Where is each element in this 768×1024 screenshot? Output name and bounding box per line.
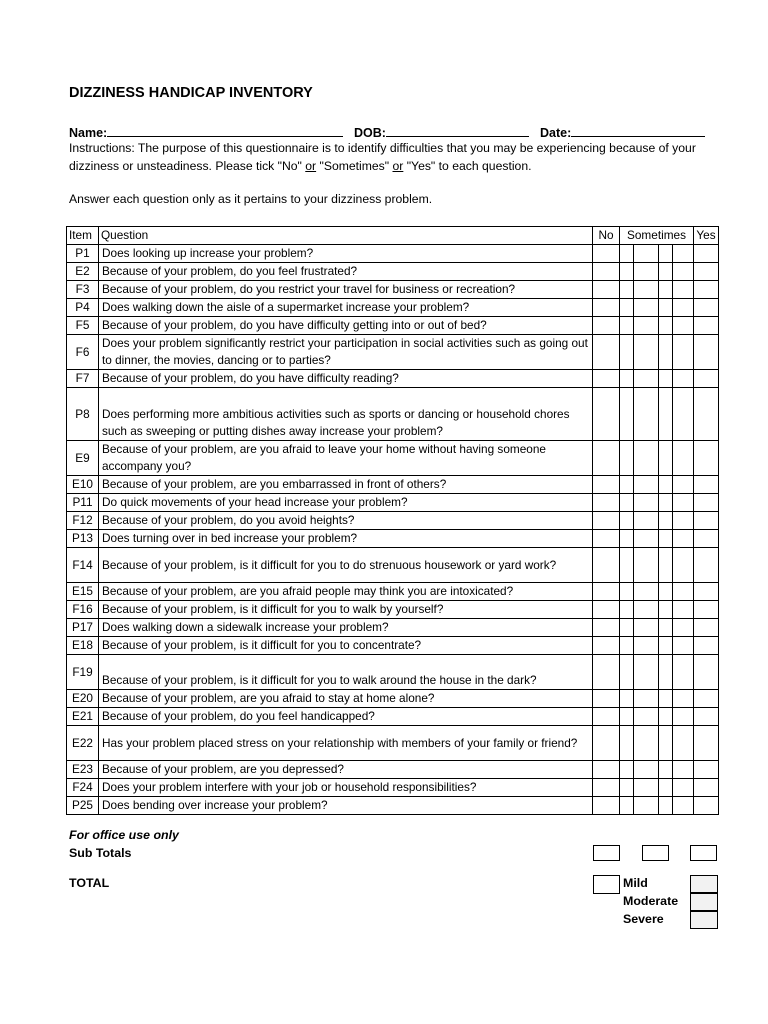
answer-note: Answer each question only as it pertains to your dizziness problem. xyxy=(69,192,433,206)
table-row xyxy=(67,726,719,761)
column-spacer xyxy=(673,494,694,512)
table-row xyxy=(67,317,719,335)
column-spacer xyxy=(673,797,694,815)
no-checkbox[interactable] xyxy=(593,530,620,548)
no-checkbox[interactable] xyxy=(593,583,620,601)
yes-checkbox[interactable] xyxy=(694,245,719,263)
yes-checkbox[interactable] xyxy=(694,797,719,815)
column-spacer xyxy=(673,441,694,476)
item-code: F24 xyxy=(67,779,99,797)
table-row xyxy=(67,245,719,263)
date-field[interactable] xyxy=(540,125,705,140)
question-text: Does performing more ambitious activities such as sports or dancing or household chores such as sweeping or putting dishes away increase your problem? xyxy=(99,388,593,441)
subtotal-sometimes-box[interactable] xyxy=(642,845,669,861)
table-row xyxy=(67,476,719,494)
item-code: F16 xyxy=(67,601,99,619)
dob-field[interactable] xyxy=(354,125,529,140)
column-spacer xyxy=(620,370,634,388)
question-text: Because of your problem, do you restrict your travel for business or recreation? xyxy=(99,281,593,299)
column-spacer xyxy=(673,637,694,655)
question-text: Because of your problem, is it difficult for you to do strenuous housework or yard work? xyxy=(99,548,593,583)
yes-checkbox[interactable] xyxy=(694,619,719,637)
no-checkbox[interactable] xyxy=(593,726,620,761)
column-spacer xyxy=(673,530,694,548)
no-checkbox[interactable] xyxy=(593,476,620,494)
instructions: Instructions: The purpose of this questionnaire is to identify difficulties that you may be experiencing because of your dizziness or unsteadiness. Please tick "No" or "Sometimes" or "Yes" to each question. xyxy=(69,141,696,173)
sometimes-checkbox[interactable] xyxy=(634,245,659,263)
yes-checkbox[interactable] xyxy=(694,388,719,441)
question-text: Does looking up increase your problem? xyxy=(99,245,593,263)
yes-checkbox[interactable] xyxy=(694,601,719,619)
table-row xyxy=(67,619,719,637)
column-spacer xyxy=(620,530,634,548)
subtotal-no-box[interactable] xyxy=(593,845,620,861)
question-text: Because of your problem, do you have difficulty reading? xyxy=(99,370,593,388)
column-spacer xyxy=(659,281,673,299)
sometimes-checkbox[interactable] xyxy=(634,655,659,690)
severity-moderate-label: Moderate xyxy=(623,894,679,908)
sometimes-checkbox[interactable] xyxy=(634,708,659,726)
question-text: Does your problem interfere with your job or household responsibilities? xyxy=(99,779,593,797)
no-checkbox[interactable] xyxy=(593,335,620,370)
no-checkbox[interactable] xyxy=(593,619,620,637)
sometimes-checkbox[interactable] xyxy=(634,494,659,512)
item-code: E18 xyxy=(67,637,99,655)
column-spacer xyxy=(659,299,673,317)
column-spacer xyxy=(659,797,673,815)
column-spacer xyxy=(659,335,673,370)
table-row xyxy=(67,370,719,388)
yes-checkbox[interactable] xyxy=(694,281,719,299)
item-code: F12 xyxy=(67,512,99,530)
question-text: Because of your problem, do you have difficulty getting into or out of bed? xyxy=(99,317,593,335)
question-text: Does walking down the aisle of a supermarket increase your problem? xyxy=(99,299,593,317)
no-checkbox[interactable] xyxy=(593,690,620,708)
table-row xyxy=(67,299,719,317)
severity-severe-box[interactable] xyxy=(690,911,718,929)
yes-checkbox[interactable] xyxy=(694,530,719,548)
table-row xyxy=(67,583,719,601)
column-spacer xyxy=(620,619,634,637)
sometimes-checkbox[interactable] xyxy=(634,512,659,530)
column-spacer xyxy=(620,494,634,512)
no-checkbox[interactable] xyxy=(593,512,620,530)
yes-checkbox[interactable] xyxy=(694,317,719,335)
item-code: F19 xyxy=(67,655,99,690)
item-code: E10 xyxy=(67,476,99,494)
sometimes-checkbox[interactable] xyxy=(634,299,659,317)
sometimes-checkbox[interactable] xyxy=(634,619,659,637)
yes-checkbox[interactable] xyxy=(694,476,719,494)
no-checkbox[interactable] xyxy=(593,299,620,317)
name-field[interactable] xyxy=(69,125,343,140)
question-text: Do quick movements of your head increase your problem? xyxy=(99,494,593,512)
no-checkbox[interactable] xyxy=(593,281,620,299)
column-spacer xyxy=(659,476,673,494)
yes-checkbox[interactable] xyxy=(694,299,719,317)
yes-checkbox[interactable] xyxy=(694,761,719,779)
column-spacer xyxy=(620,335,634,370)
no-checkbox[interactable] xyxy=(593,388,620,441)
no-checkbox[interactable] xyxy=(593,263,620,281)
yes-checkbox[interactable] xyxy=(694,548,719,583)
sometimes-checkbox[interactable] xyxy=(634,281,659,299)
column-spacer xyxy=(620,299,634,317)
questionnaire-table xyxy=(66,226,719,815)
column-spacer xyxy=(620,548,634,583)
column-spacer xyxy=(659,779,673,797)
column-spacer xyxy=(659,512,673,530)
no-checkbox[interactable] xyxy=(593,441,620,476)
item-code: E23 xyxy=(67,761,99,779)
yes-checkbox[interactable] xyxy=(694,637,719,655)
table-row xyxy=(67,388,719,441)
name-label: Name: xyxy=(69,126,108,140)
header-yes: Yes xyxy=(694,227,719,245)
column-spacer xyxy=(620,441,634,476)
sometimes-checkbox[interactable] xyxy=(634,726,659,761)
yes-checkbox[interactable] xyxy=(694,726,719,761)
column-spacer xyxy=(659,761,673,779)
column-spacer xyxy=(620,245,634,263)
no-checkbox[interactable] xyxy=(593,797,620,815)
item-code: F14 xyxy=(67,548,99,583)
column-spacer xyxy=(673,263,694,281)
question-rows xyxy=(67,245,719,815)
column-spacer xyxy=(673,601,694,619)
yes-checkbox[interactable] xyxy=(694,655,719,690)
yes-checkbox[interactable] xyxy=(694,690,719,708)
question-text: Does your problem significantly restrict your participation in social activities such as going out to dinner, the movies, dancing or to parties? xyxy=(99,335,593,370)
no-checkbox[interactable] xyxy=(593,601,620,619)
column-spacer xyxy=(673,619,694,637)
question-text: Does walking down a sidewalk increase your problem? xyxy=(99,619,593,637)
table-row xyxy=(67,655,719,690)
sometimes-checkbox[interactable] xyxy=(634,761,659,779)
item-code: P1 xyxy=(67,245,99,263)
no-checkbox[interactable] xyxy=(593,370,620,388)
dob-label: DOB: xyxy=(354,126,386,140)
item-code: P8 xyxy=(67,388,99,441)
header-sometimes: Sometimes xyxy=(620,227,694,245)
severity-mild-label: Mild xyxy=(623,876,648,890)
office-use-label: For office use only xyxy=(69,828,179,842)
question-text: Because of your problem, do you feel handicapped? xyxy=(99,708,593,726)
column-spacer xyxy=(659,530,673,548)
sometimes-checkbox[interactable] xyxy=(634,263,659,281)
column-spacer xyxy=(659,548,673,583)
no-checkbox[interactable] xyxy=(593,779,620,797)
item-code: F5 xyxy=(67,317,99,335)
table-row xyxy=(67,637,719,655)
item-code: P17 xyxy=(67,619,99,637)
column-spacer xyxy=(673,476,694,494)
no-checkbox[interactable] xyxy=(593,548,620,583)
header-item: Item xyxy=(67,227,99,245)
no-checkbox[interactable] xyxy=(593,761,620,779)
item-code: P4 xyxy=(67,299,99,317)
subtotals-label: Sub Totals xyxy=(69,846,132,860)
sometimes-checkbox[interactable] xyxy=(634,548,659,583)
item-code: P25 xyxy=(67,797,99,815)
column-spacer xyxy=(673,690,694,708)
yes-checkbox[interactable] xyxy=(694,335,719,370)
item-code: F7 xyxy=(67,370,99,388)
sometimes-checkbox[interactable] xyxy=(634,530,659,548)
column-spacer xyxy=(659,655,673,690)
table-row xyxy=(67,797,719,815)
date-label: Date: xyxy=(540,126,572,140)
item-code: F6 xyxy=(67,335,99,370)
table-row xyxy=(67,548,719,583)
sometimes-checkbox[interactable] xyxy=(634,779,659,797)
question-text: Because of your problem, is it difficult for you to concentrate? xyxy=(99,637,593,655)
column-spacer xyxy=(620,512,634,530)
column-spacer xyxy=(659,583,673,601)
column-spacer xyxy=(620,583,634,601)
column-spacer xyxy=(620,708,634,726)
no-checkbox[interactable] xyxy=(593,317,620,335)
column-spacer xyxy=(659,441,673,476)
question-text: Because of your problem, are you afraid to leave your home without having someone accompany you? xyxy=(99,441,593,476)
yes-checkbox[interactable] xyxy=(694,370,719,388)
no-checkbox[interactable] xyxy=(593,245,620,263)
sometimes-checkbox[interactable] xyxy=(634,690,659,708)
column-spacer xyxy=(659,245,673,263)
sometimes-checkbox[interactable] xyxy=(634,335,659,370)
question-text: Does bending over increase your problem? xyxy=(99,797,593,815)
sometimes-checkbox[interactable] xyxy=(634,637,659,655)
column-spacer xyxy=(673,317,694,335)
question-text: Because of your problem, is it difficult for you to walk by yourself? xyxy=(99,601,593,619)
question-text: Because of your problem, is it difficult for you to walk around the house in the dark? xyxy=(99,655,593,690)
total-label: TOTAL xyxy=(69,876,110,890)
column-spacer xyxy=(673,548,694,583)
item-code: E15 xyxy=(67,583,99,601)
column-spacer xyxy=(659,317,673,335)
column-spacer xyxy=(673,655,694,690)
table-row xyxy=(67,512,719,530)
column-spacer xyxy=(659,370,673,388)
sometimes-checkbox[interactable] xyxy=(634,583,659,601)
table-row xyxy=(67,779,719,797)
column-spacer xyxy=(620,690,634,708)
question-text: Because of your problem, are you embarrassed in front of others? xyxy=(99,476,593,494)
yes-checkbox[interactable] xyxy=(694,263,719,281)
sometimes-checkbox[interactable] xyxy=(634,388,659,441)
header-no: No xyxy=(593,227,620,245)
column-spacer xyxy=(620,601,634,619)
question-text: Does turning over in bed increase your problem? xyxy=(99,530,593,548)
column-spacer xyxy=(673,281,694,299)
question-text: Has your problem placed stress on your relationship with members of your family or friend? xyxy=(99,726,593,761)
column-spacer xyxy=(659,601,673,619)
yes-checkbox[interactable] xyxy=(694,583,719,601)
question-text: Because of your problem, do you feel frustrated? xyxy=(99,263,593,281)
column-spacer xyxy=(620,761,634,779)
column-spacer xyxy=(673,388,694,441)
severity-moderate-box[interactable] xyxy=(690,893,718,911)
table-row xyxy=(67,281,719,299)
yes-checkbox[interactable] xyxy=(694,512,719,530)
table-row xyxy=(67,601,719,619)
column-spacer xyxy=(659,619,673,637)
column-spacer xyxy=(673,299,694,317)
item-code: E2 xyxy=(67,263,99,281)
sometimes-checkbox[interactable] xyxy=(634,601,659,619)
column-spacer xyxy=(620,726,634,761)
table-row xyxy=(67,335,719,370)
column-spacer xyxy=(673,512,694,530)
no-checkbox[interactable] xyxy=(593,708,620,726)
column-spacer xyxy=(673,708,694,726)
item-code: E20 xyxy=(67,690,99,708)
column-spacer xyxy=(673,370,694,388)
yes-checkbox[interactable] xyxy=(694,441,719,476)
item-code: P13 xyxy=(67,530,99,548)
item-code: E9 xyxy=(67,441,99,476)
column-spacer xyxy=(620,797,634,815)
column-spacer xyxy=(620,637,634,655)
question-text: Because of your problem, do you avoid heights? xyxy=(99,512,593,530)
column-spacer xyxy=(673,335,694,370)
column-spacer xyxy=(673,761,694,779)
question-text: Because of your problem, are you depressed? xyxy=(99,761,593,779)
column-spacer xyxy=(620,655,634,690)
sometimes-checkbox[interactable] xyxy=(634,476,659,494)
total-box[interactable] xyxy=(593,875,620,894)
column-spacer xyxy=(620,263,634,281)
column-spacer xyxy=(620,388,634,441)
column-spacer xyxy=(620,779,634,797)
sometimes-checkbox[interactable] xyxy=(634,797,659,815)
no-checkbox[interactable] xyxy=(593,655,620,690)
severity-severe-label: Severe xyxy=(623,912,664,926)
item-code: E21 xyxy=(67,708,99,726)
yes-checkbox[interactable] xyxy=(694,494,719,512)
column-spacer xyxy=(659,726,673,761)
column-spacer xyxy=(620,317,634,335)
sometimes-checkbox[interactable] xyxy=(634,317,659,335)
yes-checkbox[interactable] xyxy=(694,708,719,726)
table-row xyxy=(67,761,719,779)
column-spacer xyxy=(659,708,673,726)
column-spacer xyxy=(620,476,634,494)
severity-mild-box[interactable] xyxy=(690,875,718,893)
column-spacer xyxy=(673,726,694,761)
header-question: Question xyxy=(99,227,593,245)
table-row xyxy=(67,690,719,708)
question-text: Because of your problem, are you afraid people may think you are intoxicated? xyxy=(99,583,593,601)
sometimes-checkbox[interactable] xyxy=(634,370,659,388)
item-code: P11 xyxy=(67,494,99,512)
column-spacer xyxy=(620,281,634,299)
column-spacer xyxy=(659,263,673,281)
table-row xyxy=(67,708,719,726)
column-spacer xyxy=(659,494,673,512)
table-row xyxy=(67,263,719,281)
yes-checkbox[interactable] xyxy=(694,779,719,797)
no-checkbox[interactable] xyxy=(593,494,620,512)
item-code: F3 xyxy=(67,281,99,299)
column-spacer xyxy=(673,779,694,797)
sometimes-checkbox[interactable] xyxy=(634,441,659,476)
table-row xyxy=(67,441,719,476)
column-spacer xyxy=(673,245,694,263)
column-spacer xyxy=(673,583,694,601)
column-spacer xyxy=(659,388,673,441)
column-spacer xyxy=(659,637,673,655)
question-text: Because of your problem, are you afraid to stay at home alone? xyxy=(99,690,593,708)
item-code: E22 xyxy=(67,726,99,761)
table-row xyxy=(67,530,719,548)
table-row xyxy=(67,494,719,512)
no-checkbox[interactable] xyxy=(593,637,620,655)
column-spacer xyxy=(659,690,673,708)
page-title: DIZZINESS HANDICAP INVENTORY xyxy=(69,85,313,101)
subtotal-yes-box[interactable] xyxy=(690,845,717,861)
